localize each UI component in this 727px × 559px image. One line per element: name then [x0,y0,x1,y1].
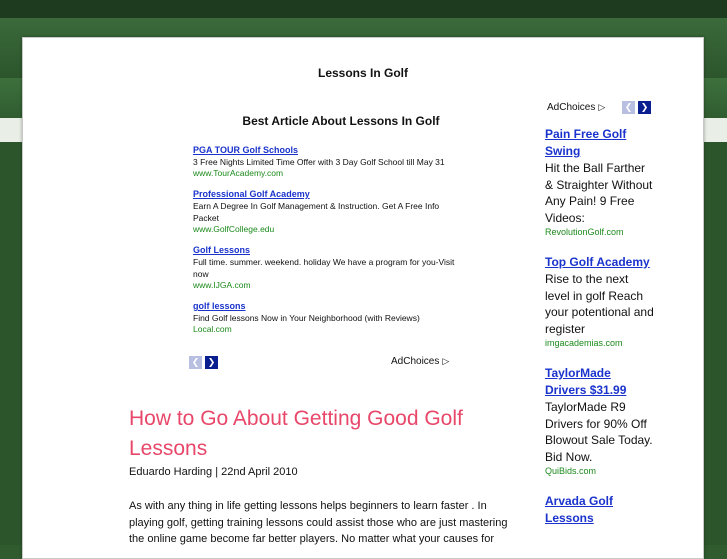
ad-description: Find Golf lessons Now in Your Neighborhood (with Reviews) [193,313,420,323]
article-headline: How to Go About Getting Good Golf Lessons [129,407,463,460]
article-byline: Eduardo Harding | 22nd April 2010 [129,466,298,478]
ad-url[interactable]: Local.com [193,324,232,334]
ad-title-link[interactable]: Professional Golf Academy [193,189,310,199]
ad-title-link[interactable]: golf lessons [193,301,246,311]
sidebar-ad-url[interactable]: QuiBids.com [545,466,597,476]
adchoices-triangle-icon: ▷ [598,102,606,112]
adchoices-triangle-icon: ▷ [442,356,450,366]
sidebar-adchoices[interactable] [547,102,605,113]
sidebar-ad-title-link[interactable]: Pain Free Golf Swing [545,127,627,158]
ad-block-title: Best Article About Lessons In Golf [242,114,440,128]
sidebar-ad-description: TaylorMade R9 Drivers for 90% Off Blowout Sale Today. Bid Now. [545,400,653,464]
sidebar-ad-description: Hit the Ball Farther & Straighter Without Any Pain! 9 Free Videos: [545,161,653,225]
chevron-left-icon[interactable]: ❮ [622,101,635,114]
sidebar-ad-title-link[interactable]: Arvada Golf Lessons [545,494,614,525]
chevron-left-icon[interactable]: ❮ [189,356,202,369]
ad-url[interactable]: www.TourAcademy.com [193,168,284,178]
ad-url[interactable]: www.IJGA.com [193,280,251,290]
ad-description: 3 Free Nights Limited Time Offer with 3 Day Golf School till May 31 [193,157,445,167]
sidebar-ad-item [545,365,655,477]
ad-title-link[interactable]: PGA TOUR Golf Schools [193,145,299,155]
ad-description: Earn A Degree In Golf Management & Instruction. Get A Free Info Packet [193,201,440,223]
sidebar-ad-title-link[interactable]: Top Golf Academy [545,255,650,269]
background-top-bar [0,0,727,18]
ad-item [193,244,463,291]
article-body: As with any thing in life getting lessons helps beginners to learn faster . In playing golf, getting training lessons could assist those who are just mastering the online game become far better players. No matter what your causes for [129,500,508,545]
sidebar-ad-title-link[interactable]: TaylorMade Drivers $31.99 [545,366,627,397]
ad-item [193,188,463,235]
sidebar-ad-url[interactable]: imgacademias.com [545,338,623,348]
sidebar-ad-item [545,126,655,238]
ad-item [193,144,463,179]
ad-description: Full time. summer. weekend. holiday We have a program for you-Visit now [193,257,455,279]
ad-title-link[interactable]: Golf Lessons [193,245,251,255]
sidebar-ad-url[interactable]: RevolutionGolf.com [545,227,624,237]
ad-block-nav [189,356,218,369]
ad-block-adchoices[interactable] [391,356,449,367]
sidebar-ad-item [545,493,655,527]
ad-item [193,300,463,335]
sidebar-ad-description: Rise to the next level in golf Reach your potentional and register [545,272,654,336]
site-title: Lessons In Golf [317,66,408,80]
chevron-right-icon[interactable]: ❯ [638,101,651,114]
ad-url[interactable]: www.GolfCollege.edu [193,224,275,234]
sidebar-ad-item [545,254,655,349]
chevron-right-icon[interactable]: ❯ [205,356,218,369]
content-page [22,37,704,559]
sidebar-nav [622,101,651,114]
adchoices-label: AdChoices [391,356,440,367]
adchoices-label: AdChoices [547,102,596,113]
sidebar-ads [545,126,655,543]
ad-list [193,144,463,344]
